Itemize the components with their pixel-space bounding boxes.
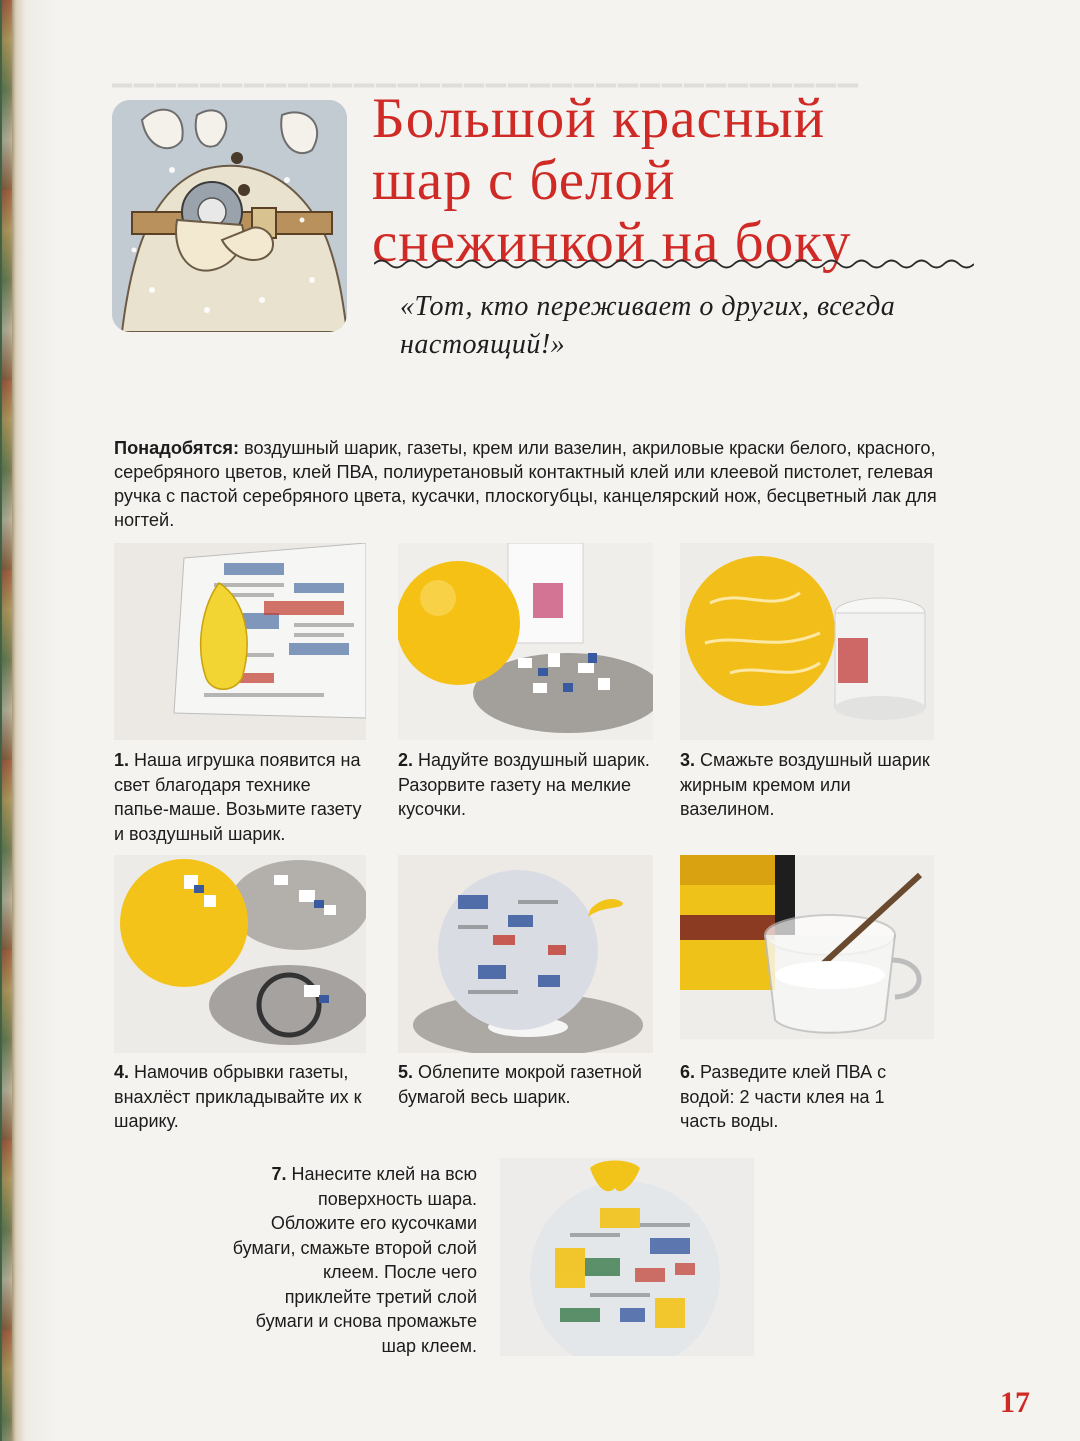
page-number: 17 xyxy=(1000,1386,1030,1419)
step-7-caption: 7. Нанесите клей на всю поверхность шара. Обложите его кусочками бумаги, смажьте второй слой клеем. После чего приклейте третий слой бумаги и снова промажьте шар клеем. xyxy=(232,1164,477,1356)
title-line-1: Большой красный xyxy=(372,87,826,150)
materials-list xyxy=(114,436,944,532)
show-through-text: ▁▁▁▁▁▁▁▁▁▁▁▁▁▁▁▁▁▁▁▁▁▁▁▁▁▁▁▁▁▁▁▁▁▁ xyxy=(112,58,860,87)
epigraph-quote: «Тот, кто переживает о других, всегда настоящий!» xyxy=(400,291,896,360)
materials-label: Понадобятся: xyxy=(114,438,239,459)
wavy-divider xyxy=(374,257,974,271)
book-spine-edge xyxy=(0,0,58,1441)
step-6-caption: 6. Разведите клей ПВА с водой: 2 части клея на 1 часть воды. xyxy=(680,1062,887,1131)
title-line-2: шар с белой xyxy=(372,149,676,212)
step-7-photo xyxy=(500,1158,754,1356)
step-4-photo xyxy=(114,855,366,1053)
header-illustration-snowman xyxy=(112,100,347,332)
step-5-caption: 5. Облепите мокрой газетной бумагой весь шарик. xyxy=(398,1062,642,1107)
step-5-photo xyxy=(398,855,653,1053)
step-3-photo xyxy=(680,543,934,740)
materials-text: воздушный шарик, газеты, крем или вазелин, акриловые краски белого, красного, серебряного цветов, клей ПВА, полиуретановый контактный клей или клеевой пистолет, гелевая ручка с пастой серебряного цвета, кусачки, плоскогубцы, канцелярский нож, бесцветный лак для ногтей. xyxy=(114,438,937,531)
step-1-photo xyxy=(114,543,366,740)
step-4-caption: 4. Намочив обрывки газеты, внахлёст прикладывайте их к шарику. xyxy=(114,1062,362,1131)
page-title xyxy=(372,88,1012,274)
step-6-photo xyxy=(680,855,934,1039)
step-3-caption: 3. Смажьте воздушный шарик жирным кремом или вазелином. xyxy=(680,750,930,819)
step-2-caption: 2. Надуйте воздушный шарик. Разорвите газету на мелкие кусочки. xyxy=(398,750,650,819)
step-2-photo xyxy=(398,543,653,740)
title-line-3: снежинкой на боку xyxy=(372,211,852,274)
step-1-caption: 1. Наша игрушка появится на свет благодаря технике папье-маше. Возьмите газету и воздушный шарик. xyxy=(114,750,362,844)
